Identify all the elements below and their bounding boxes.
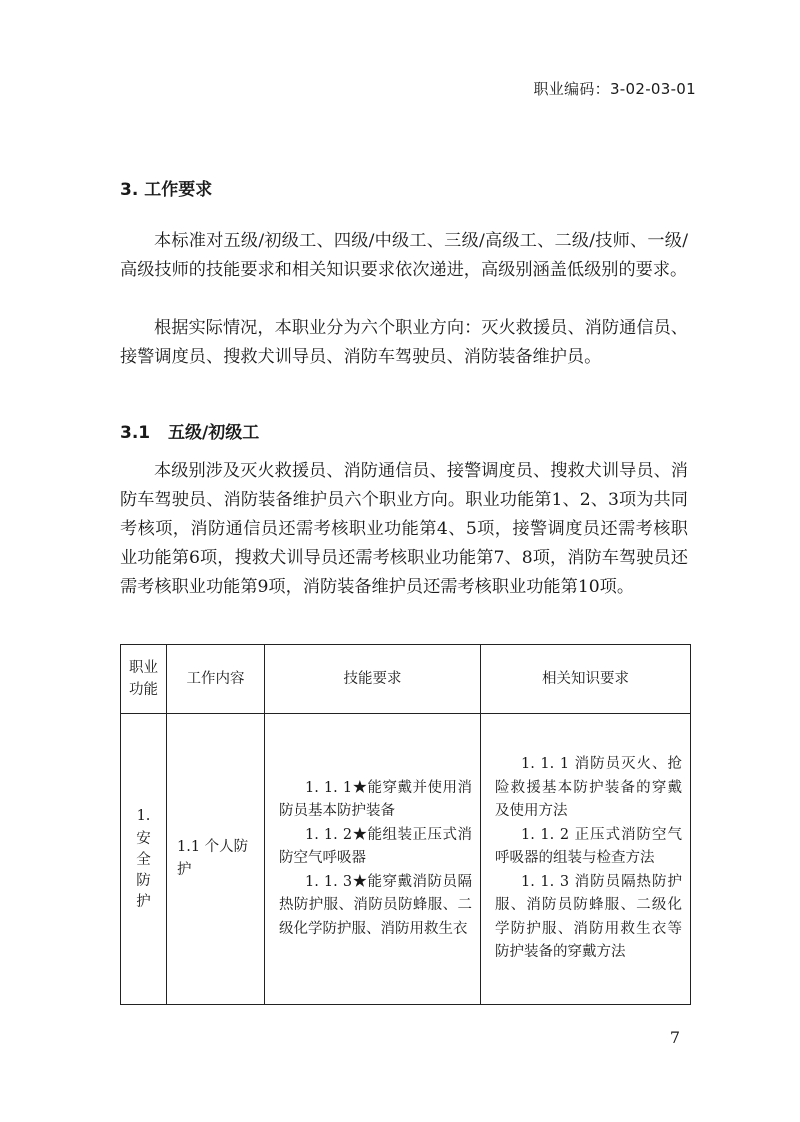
table-header-row	[121, 645, 691, 714]
page-number: 7	[669, 1028, 680, 1047]
function-char: 护	[136, 893, 151, 910]
knowledge-cell	[481, 714, 691, 1005]
header-function: 职业功能	[121, 645, 167, 714]
skill-item: 1. 1. 1★能穿戴并使用消防员基本防护装备	[279, 779, 472, 820]
function-cell	[121, 714, 167, 1005]
requirements-table	[120, 644, 691, 1005]
skills-cell	[265, 714, 481, 1005]
occupation-code: 职业编码：3-02-03-01	[533, 80, 696, 98]
skill-item: 1. 1. 2★能组装正压式消防空气呼吸器	[279, 826, 472, 867]
header-knowledge: 相关知识要求	[481, 645, 691, 714]
function-char: 全	[136, 851, 151, 868]
level-paragraph: 本级别涉及灭火救援员、消防通信员、接警调度员、搜救犬训导员、消防车驾驶员、消防装备维护员六个职业方向。职业功能第1、2、3项为共同考核项，消防通信员还需考核职业功能第4、5项，接警调度员还需考核职业功能第6项，搜救犬训导员还需考核职业功能第7、8项，消防车驾驶员还需考核职业功能第9项，消防装备维护员还需考核职业功能第10项。	[120, 461, 688, 597]
direction-paragraph: 根据实际情况，本职业分为六个职业方向：灭火救援员、消防通信员、接警调度员、搜救犬训导员、消防车驾驶员、消防装备维护员。	[120, 318, 688, 367]
table-row	[121, 714, 691, 1005]
function-char: 安	[136, 830, 151, 847]
function-number: 1.	[136, 808, 151, 825]
header-skills: 技能要求	[265, 645, 481, 714]
subsection-title: 五级/初级工	[168, 423, 260, 443]
content-cell	[167, 714, 265, 1005]
header-content: 工作内容	[167, 645, 265, 714]
knowledge-item: 1. 1. 3 消防员隔热防护服、消防员防蜂服、二级化学防护服、消防用救生衣等防护装备的穿戴方法	[495, 873, 682, 961]
subsection-number: 3.1	[120, 423, 151, 443]
intro-paragraph: 本标准对五级/初级工、四级/中级工、三级/高级工、二级/技师、一级/高级技师的技能要求和相关知识要求依次递进，高级别涵盖低级别的要求。	[120, 231, 688, 280]
section-title: 3. 工作要求	[120, 180, 213, 200]
knowledge-item: 1. 1. 2 正压式消防空气呼吸器的组装与检查方法	[495, 826, 682, 867]
subsection-heading	[120, 418, 259, 443]
knowledge-item: 1. 1. 1 消防员灭火、抢险救援基本防护装备的穿戴及使用方法	[495, 756, 682, 820]
work-content: 1.1 个人防护	[177, 838, 249, 878]
function-char: 防	[136, 872, 151, 889]
skill-item: 1. 1. 3★能穿戴消防员隔热防护服、消防员防蜂服、二级化学防护服、消防用救生衣	[279, 873, 472, 937]
